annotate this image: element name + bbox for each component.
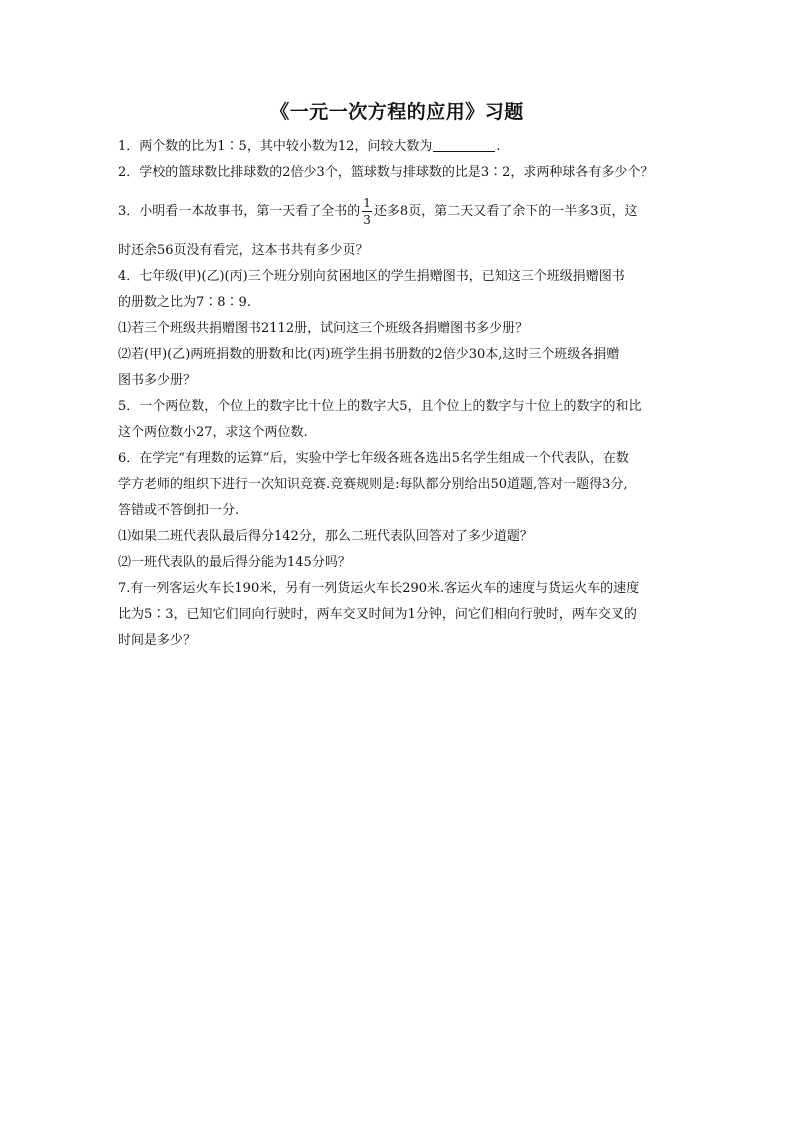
fraction-numerator: 1 xyxy=(363,196,371,210)
question-3-line-1 xyxy=(118,186,676,238)
question-2: 2．学校的篮球数比排球数的2倍少3个，篮球数与排球数的比是3∶2，求两种球各有多少个？ xyxy=(118,165,654,180)
question-6-sub-2: ⑵一班代表队的最后得分能为145分吗？ xyxy=(118,555,351,570)
question-6-line-1: 6．在学完“有理数的运算”后，实验中学七年级各班各选出5名学生组成一个代表队，在数 xyxy=(118,451,629,466)
question-4-sub-2-line-1: ⑵若(甲)(乙)两班捐数的册数和比(丙)班学生捐书册数的2倍少30本,这时三个班级各捐赠 xyxy=(118,347,620,362)
question-1 xyxy=(118,134,676,160)
question-7-line-1: 7.有一列客运火车长190米，另有一列货运火车长290米.客运火车的速度与货运火车的速度 xyxy=(118,581,640,596)
question-6-line-2: 学方老师的组织下进行一次知识竞赛.竞赛规则是:每队都分别给出50道题,答对一题得3分, xyxy=(118,477,628,492)
question-4-line-2: 的册数之比为7∶8∶9. xyxy=(118,295,251,310)
question-5-line-1: 5．一个两位数，个位上的数字比十位上的数字大5，且个位上的数字与十位上的数字的和比 xyxy=(118,399,642,414)
question-7-line-2: 比为5∶3，已知它们同向行驶时，两车交叉时间为1分钟，问它们相向行驶时，两车交叉的 xyxy=(118,607,637,622)
question-4-sub-1: ⑴若三个班级共捐赠图书2112册，试问这三个班级各捐赠图书多少册？ xyxy=(118,321,529,336)
question-7-line-3: 时间是多少？ xyxy=(118,633,197,648)
question-3-text: 3．小明看一本故事书，第一天看了全书的 xyxy=(118,204,361,219)
question-6-sub-1: ⑴如果二班代表队最后得分142分，那么二班代表队回答对了多少道题？ xyxy=(118,529,533,544)
exercise-list xyxy=(118,134,676,654)
answer-blank xyxy=(433,137,495,152)
question-4-line-1: 4．七年级(甲)(乙)(丙)三个班分别向贫困地区的学生捐赠图书，已知这三个班级捐赠图书 xyxy=(118,269,625,284)
fraction-denominator: 3 xyxy=(363,213,371,227)
question-3-line-2: 时还余56页没有看完，这本书共有多少页？ xyxy=(118,243,369,258)
fraction-one-third xyxy=(362,195,372,228)
question-1-text: 1．两个数的比为1∶5，其中较小数为12，问较大数为 xyxy=(118,139,433,154)
question-5-line-2: 这个两位数小27，求这个两位数. xyxy=(118,425,308,440)
question-6-line-3: 答错或不答倒扣一分. xyxy=(118,503,240,518)
question-3-text-cont: 还多8页，第二天又看了余下的一半多3页，这 xyxy=(373,204,638,219)
question-1-end: . xyxy=(496,139,501,154)
question-4-sub-2-line-2: 图书多少册？ xyxy=(118,373,197,388)
page-title: 《一元一次方程的应用》习题 xyxy=(270,101,524,123)
